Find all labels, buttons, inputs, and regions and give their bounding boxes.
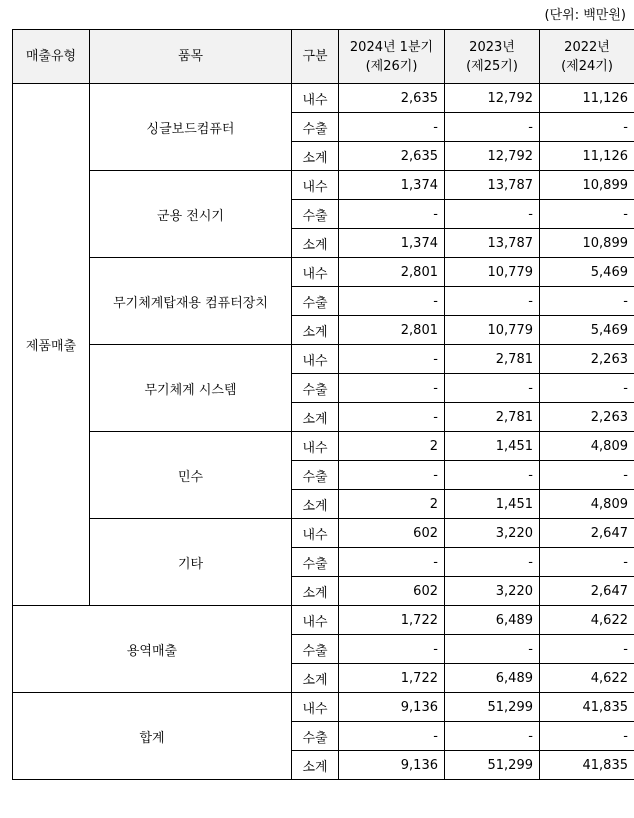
value-cell-2024q1: - (339, 635, 445, 664)
value-cell-2024q1: - (339, 548, 445, 577)
value-cell-2024q1: 9,136 (339, 751, 445, 780)
value-cell-2023: 10,779 (445, 258, 540, 287)
division-cell: 소계 (292, 490, 339, 519)
division-cell: 소계 (292, 664, 339, 693)
division-cell: 내수 (292, 84, 339, 113)
value-cell-2022: 2,647 (540, 577, 634, 606)
table-row (13, 84, 634, 113)
item-name-cell: 무기체계탑재용 컴퓨터장치 (90, 258, 292, 345)
value-cell-2024q1: 602 (339, 519, 445, 548)
division-cell: 내수 (292, 345, 339, 374)
value-cell-2023: - (445, 374, 540, 403)
value-cell-2023: 51,299 (445, 693, 540, 722)
value-cell-2022: 11,126 (540, 84, 634, 113)
division-cell: 수출 (292, 113, 339, 142)
value-cell-2022: - (540, 287, 634, 316)
value-cell-2022: - (540, 635, 634, 664)
value-cell-2022: 11,126 (540, 142, 634, 171)
value-cell-2023: 51,299 (445, 751, 540, 780)
value-cell-2022: 41,835 (540, 751, 634, 780)
table-row (13, 171, 634, 200)
total-name-cell: 합계 (13, 693, 292, 780)
value-cell-2022: 41,835 (540, 693, 634, 722)
division-cell: 내수 (292, 432, 339, 461)
value-cell-2023: 6,489 (445, 606, 540, 635)
item-name-cell: 무기체계 시스템 (90, 345, 292, 432)
service-name-cell: 용역매출 (13, 606, 292, 693)
value-cell-2024q1: 2,801 (339, 316, 445, 345)
division-cell: 내수 (292, 606, 339, 635)
division-cell: 수출 (292, 374, 339, 403)
value-cell-2022: - (540, 548, 634, 577)
value-cell-2022: 4,622 (540, 606, 634, 635)
value-cell-2024q1: - (339, 113, 445, 142)
value-cell-2023: 13,787 (445, 171, 540, 200)
header-division: 구분 (292, 30, 339, 84)
value-cell-2023: 13,787 (445, 229, 540, 258)
value-cell-2023: - (445, 461, 540, 490)
item-name-cell: 기타 (90, 519, 292, 606)
division-cell: 수출 (292, 461, 339, 490)
value-cell-2024q1: - (339, 461, 445, 490)
value-cell-2023: - (445, 635, 540, 664)
value-cell-2022: - (540, 461, 634, 490)
value-cell-2024q1: 1,722 (339, 664, 445, 693)
item-name-cell: 민수 (90, 432, 292, 519)
header-col2-year: 2023년 (469, 39, 515, 55)
sales-type-cell: 제품매출 (13, 84, 90, 606)
division-cell: 수출 (292, 635, 339, 664)
value-cell-2023: 3,220 (445, 577, 540, 606)
division-cell: 수출 (292, 200, 339, 229)
division-cell: 소계 (292, 142, 339, 171)
table-row (13, 432, 634, 461)
division-cell: 수출 (292, 548, 339, 577)
value-cell-2023: - (445, 722, 540, 751)
value-cell-2024q1: 1,374 (339, 171, 445, 200)
value-cell-2022: 4,622 (540, 664, 634, 693)
division-cell: 내수 (292, 171, 339, 200)
value-cell-2022: 2,263 (540, 403, 634, 432)
item-name-cell: 군용 전시기 (90, 171, 292, 258)
value-cell-2024q1: - (339, 403, 445, 432)
value-cell-2023: 12,792 (445, 84, 540, 113)
value-cell-2024q1: 1,722 (339, 606, 445, 635)
value-cell-2022: 4,809 (540, 490, 634, 519)
value-cell-2023: 3,220 (445, 519, 540, 548)
value-cell-2024q1: - (339, 200, 445, 229)
value-cell-2023: 1,451 (445, 432, 540, 461)
table-row (13, 606, 634, 635)
division-cell: 소계 (292, 316, 339, 345)
value-cell-2024q1: 1,374 (339, 229, 445, 258)
division-cell: 수출 (292, 722, 339, 751)
value-cell-2023: - (445, 287, 540, 316)
value-cell-2022: 5,469 (540, 258, 634, 287)
value-cell-2023: 6,489 (445, 664, 540, 693)
header-row (13, 30, 634, 84)
value-cell-2024q1: 9,136 (339, 693, 445, 722)
value-cell-2022: 10,899 (540, 229, 634, 258)
division-cell: 수출 (292, 287, 339, 316)
value-cell-2023: - (445, 548, 540, 577)
value-cell-2023: 10,779 (445, 316, 540, 345)
value-cell-2024q1: 2,801 (339, 258, 445, 287)
division-cell: 내수 (292, 258, 339, 287)
value-cell-2022: - (540, 113, 634, 142)
value-cell-2024q1: 2,635 (339, 84, 445, 113)
value-cell-2024q1: - (339, 374, 445, 403)
division-cell: 내수 (292, 693, 339, 722)
table-row (13, 258, 634, 287)
value-cell-2022: - (540, 722, 634, 751)
value-cell-2022: 10,899 (540, 171, 634, 200)
division-cell: 소계 (292, 229, 339, 258)
unit-note: (단위: 백만원) (544, 8, 626, 23)
value-cell-2024q1: 602 (339, 577, 445, 606)
value-cell-2022: 5,469 (540, 316, 634, 345)
value-cell-2022: 4,809 (540, 432, 634, 461)
value-cell-2023: 2,781 (445, 345, 540, 374)
value-cell-2024q1: 2,635 (339, 142, 445, 171)
value-cell-2024q1: - (339, 722, 445, 751)
value-cell-2024q1: 2 (339, 432, 445, 461)
header-col2 (445, 30, 540, 84)
header-item: 품목 (90, 30, 292, 84)
table-row (13, 519, 634, 548)
value-cell-2024q1: - (339, 345, 445, 374)
header-col1 (339, 30, 445, 84)
header-type: 매출유형 (13, 30, 90, 84)
header-col3 (540, 30, 634, 84)
value-cell-2023: - (445, 113, 540, 142)
header-col3-year: 2022년 (564, 39, 610, 55)
header-col3-term: (제24기) (561, 58, 613, 74)
table-row (13, 345, 634, 374)
value-cell-2024q1: - (339, 287, 445, 316)
header-col1-year: 2024년 1분기 (349, 39, 434, 55)
value-cell-2023: 1,451 (445, 490, 540, 519)
value-cell-2022: 2,647 (540, 519, 634, 548)
value-cell-2022: - (540, 374, 634, 403)
header-col1-term: (제26기) (365, 58, 418, 74)
item-name-cell: 싱글보드컴퓨터 (90, 84, 292, 171)
division-cell: 내수 (292, 519, 339, 548)
value-cell-2023: - (445, 200, 540, 229)
table-row (13, 693, 634, 722)
division-cell: 소계 (292, 751, 339, 780)
header-col2-term: (제25기) (466, 58, 518, 74)
division-cell: 소계 (292, 577, 339, 606)
value-cell-2022: 2,263 (540, 345, 634, 374)
division-cell: 소계 (292, 403, 339, 432)
table-body (13, 84, 634, 780)
value-cell-2023: 12,792 (445, 142, 540, 171)
sales-table (12, 29, 634, 780)
value-cell-2022: - (540, 200, 634, 229)
value-cell-2023: 2,781 (445, 403, 540, 432)
value-cell-2024q1: 2 (339, 490, 445, 519)
